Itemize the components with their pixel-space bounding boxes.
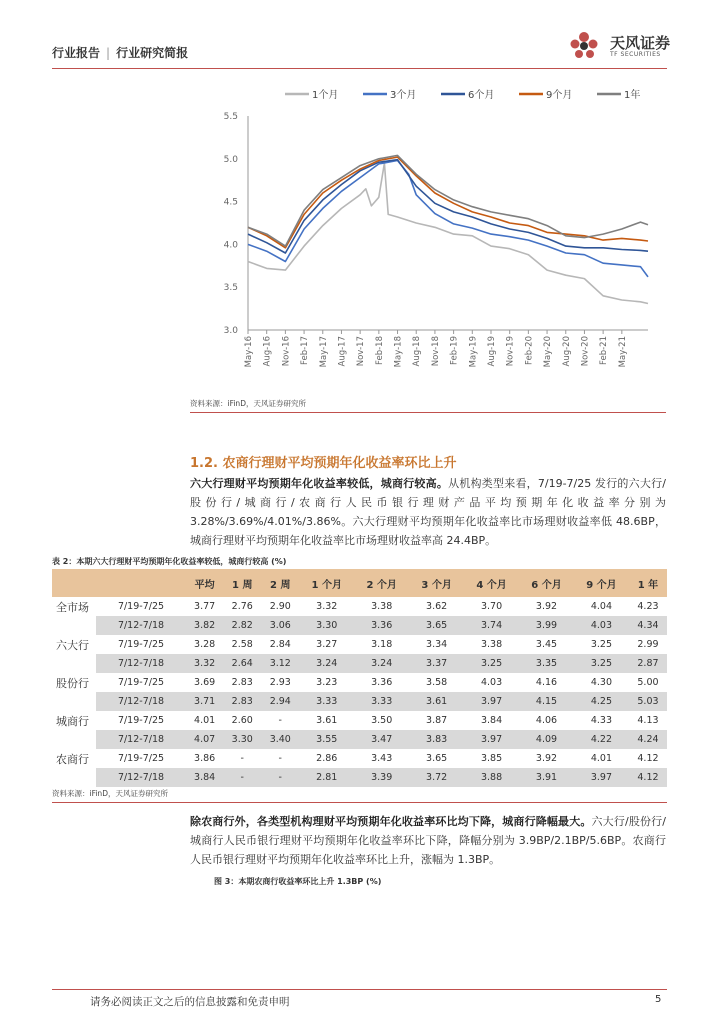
- logo-name: 天风证券: [610, 34, 671, 52]
- table-row: [52, 635, 667, 654]
- value-cell: 2.86: [316, 753, 338, 764]
- market-cell: [52, 616, 96, 635]
- value-cell: 3.24: [354, 654, 409, 673]
- table-header-row: [52, 569, 667, 597]
- table-row: [52, 730, 667, 749]
- value-cell: 4.24: [629, 730, 667, 749]
- value-cell: 3.38: [371, 601, 393, 612]
- x-tick-label: Nov-16: [281, 336, 292, 367]
- value-cell: 2.93: [269, 677, 291, 688]
- market-cell: [52, 730, 96, 749]
- value-cell: 3.35: [519, 654, 574, 673]
- value-cell: 3.23: [316, 677, 338, 688]
- value-cell: 3.06: [261, 616, 299, 635]
- table-row: [52, 711, 667, 730]
- value-cell: 3.55: [299, 730, 354, 749]
- value-cell: 2.99: [637, 639, 659, 650]
- value-cell: 3.30: [299, 616, 354, 635]
- value-cell: 3.25: [590, 639, 613, 650]
- value-cell: 2.83: [223, 692, 261, 711]
- table-row: [52, 768, 667, 787]
- period-cell: 7/12-7/18: [96, 654, 186, 673]
- y-tick-label: 4.0: [223, 240, 238, 251]
- table-row: [52, 673, 667, 692]
- value-cell: 3.84: [480, 715, 503, 726]
- value-cell: -: [223, 768, 261, 787]
- value-cell: 3.72: [409, 768, 464, 787]
- value-cell: 3.18: [371, 639, 393, 650]
- value-cell: 2.82: [223, 616, 261, 635]
- legend-label: 3个月: [390, 90, 417, 101]
- column-header: 4 个月: [464, 569, 519, 597]
- x-tick-label: Aug-18: [412, 336, 423, 367]
- value-cell: 3.61: [316, 715, 338, 726]
- value-cell: 4.07: [186, 730, 223, 749]
- x-tick-label: Aug-19: [486, 336, 497, 367]
- table-source: 资料来源：iFinD，天风证券研究所: [52, 789, 168, 798]
- market-cell: [52, 654, 96, 673]
- legend-label: 1年: [624, 90, 641, 101]
- x-tick-label: Aug-16: [262, 336, 273, 367]
- value-cell: 4.22: [574, 730, 629, 749]
- value-cell: -: [278, 753, 282, 764]
- value-cell: 4.12: [629, 768, 667, 787]
- series-line-4: [248, 157, 648, 248]
- column-header: 1 个月: [299, 569, 354, 597]
- value-cell: 2.76: [231, 601, 253, 612]
- value-cell: 4.16: [535, 677, 558, 688]
- value-cell: 4.34: [629, 616, 667, 635]
- figure-3-title: 图 3：本期农商行收益率环比上升 1.3BP (%): [214, 877, 382, 886]
- column-header: [52, 569, 96, 597]
- logo-subtitle: TF SECURITIES: [610, 51, 661, 58]
- value-cell: 3.25: [464, 654, 519, 673]
- column-header: [96, 569, 186, 597]
- brand-logo: [564, 28, 674, 64]
- period-cell: 7/12-7/18: [96, 616, 186, 635]
- value-cell: 3.30: [223, 730, 261, 749]
- value-cell: 3.70: [480, 601, 503, 612]
- period-cell: 7/12-7/18: [96, 730, 186, 749]
- market-cell: 全市场: [56, 600, 89, 614]
- value-cell: 3.39: [354, 768, 409, 787]
- x-tick-label: May-18: [393, 336, 404, 368]
- value-cell: 2.87: [629, 654, 667, 673]
- value-cell: 4.13: [637, 715, 659, 726]
- value-cell: 4.04: [590, 601, 613, 612]
- series-line-2: [248, 161, 648, 277]
- value-cell: 2.94: [261, 692, 299, 711]
- value-cell: 3.88: [464, 768, 519, 787]
- logo-flower-icon: [564, 28, 608, 64]
- period-cell: 7/12-7/18: [96, 768, 186, 787]
- value-cell: 3.58: [426, 677, 448, 688]
- value-cell: 3.91: [519, 768, 574, 787]
- section-title: 1.2. 农商行理财平均预期年化收益率环比上升: [190, 456, 457, 471]
- value-cell: 2.84: [269, 639, 291, 650]
- value-cell: 3.85: [480, 753, 503, 764]
- paragraph-1: [190, 474, 666, 550]
- value-cell: 4.03: [574, 616, 629, 635]
- table-row: [52, 654, 667, 673]
- value-cell: 3.92: [535, 753, 558, 764]
- table-row: [52, 597, 667, 616]
- value-cell: 3.38: [480, 639, 503, 650]
- market-cell: 农商行: [56, 752, 89, 766]
- period-cell: 7/19-7/25: [117, 601, 165, 612]
- value-cell: 4.23: [637, 601, 659, 612]
- x-tick-label: Feb-20: [524, 336, 535, 365]
- paragraph-2: [190, 812, 666, 869]
- value-cell: 4.06: [535, 715, 558, 726]
- value-cell: -: [278, 715, 282, 726]
- value-cell: 4.33: [590, 715, 613, 726]
- column-header: 1 年: [629, 569, 667, 597]
- column-header: 平均: [186, 569, 223, 597]
- value-cell: 3.61: [409, 692, 464, 711]
- y-tick-label: 3.5: [223, 283, 238, 294]
- column-header: 3 个月: [409, 569, 464, 597]
- paragraph-2-bold: 除农商行外，各类型机构理财平均预期年化收益率环比均下降，城商行降幅最大。: [190, 815, 592, 828]
- value-cell: 3.69: [194, 677, 216, 688]
- period-cell: 7/19-7/25: [117, 715, 165, 726]
- value-cell: 3.71: [186, 692, 223, 711]
- value-cell: 3.32: [186, 654, 223, 673]
- chart-source: 资料来源：iFinD，天风证券研究所: [190, 399, 306, 408]
- value-cell: 3.12: [261, 654, 299, 673]
- x-tick-label: May-19: [468, 336, 479, 368]
- value-cell: 3.37: [409, 654, 464, 673]
- series-line-1: [248, 163, 648, 303]
- value-cell: 3.92: [535, 601, 558, 612]
- value-cell: 2.64: [223, 654, 261, 673]
- value-cell: 3.62: [426, 601, 448, 612]
- paragraph-1-text: 从机构类型来看，7/19-7/25 发行的六大行/股份行/城商行/农商行人民币银行理财产品平均预期年化收益率分别为 3.28%/3.69%/4.01%/3.86%。六大行理财平均预期年化收益率比市场理财收益率低 48.6BP，城商行理财平均预期年化收益率比市场理财收益率高 24.4BP。: [190, 477, 667, 547]
- value-cell: 3.36: [354, 616, 409, 635]
- value-cell: 3.32: [316, 601, 338, 612]
- value-cell: 4.30: [590, 677, 613, 688]
- value-cell: 3.25: [574, 654, 629, 673]
- value-cell: 3.36: [371, 677, 393, 688]
- value-cell: 2.83: [231, 677, 253, 688]
- header-subcategory: 行业研究简报: [116, 46, 189, 60]
- x-tick-label: Nov-19: [505, 336, 516, 367]
- x-tick-label: Aug-20: [561, 336, 572, 367]
- value-cell: 3.87: [426, 715, 448, 726]
- x-tick-label: Nov-20: [580, 336, 591, 367]
- y-tick-label: 4.5: [223, 197, 238, 208]
- footer-divider: [52, 989, 667, 990]
- paragraph-1-bold: 六大行理财平均预期年化收益率较低，城商行较高。: [190, 477, 449, 490]
- value-cell: 3.97: [464, 730, 519, 749]
- header-category: 行业报告: [52, 46, 101, 60]
- period-cell: 7/19-7/25: [117, 753, 165, 764]
- x-tick-label: May-17: [318, 336, 329, 368]
- value-cell: 3.86: [194, 753, 216, 764]
- period-cell: 7/12-7/18: [96, 692, 186, 711]
- period-cell: 7/19-7/25: [117, 639, 165, 650]
- value-cell: 3.99: [519, 616, 574, 635]
- value-cell: 3.50: [371, 715, 393, 726]
- x-tick-label: Feb-17: [300, 336, 311, 365]
- period-cell: 7/19-7/25: [117, 677, 165, 688]
- value-cell: 3.82: [186, 616, 223, 635]
- paragraph-2-text: 六大行/股份行/城商行人民币银行理财平均预期年化收益率环比下降，降幅分别为 3.9BP/2.1BP/5.6BP。农商行人民币银行理财平均预期年化收益率环比上升，涨幅为 1.3BP。: [190, 815, 666, 866]
- value-cell: 4.03: [480, 677, 503, 688]
- value-cell: 4.25: [574, 692, 629, 711]
- value-cell: 3.77: [194, 601, 216, 612]
- x-tick-label: Nov-18: [430, 336, 441, 367]
- page-number: 5: [655, 994, 662, 1005]
- value-cell: -: [261, 768, 299, 787]
- value-cell: 3.65: [426, 753, 448, 764]
- header-separator: |: [106, 46, 111, 60]
- value-cell: 3.84: [186, 768, 223, 787]
- x-tick-label: Feb-21: [599, 336, 610, 365]
- y-tick-label: 5.5: [223, 112, 238, 122]
- column-header: 9 个月: [574, 569, 629, 597]
- value-cell: 3.97: [574, 768, 629, 787]
- value-cell: -: [240, 753, 244, 764]
- column-header: 2 周: [261, 569, 299, 597]
- value-cell: 3.74: [464, 616, 519, 635]
- x-tick-label: Nov-17: [356, 336, 367, 367]
- x-tick-label: Feb-18: [374, 336, 385, 365]
- x-tick-label: Feb-19: [449, 336, 460, 365]
- value-cell: 2.60: [231, 715, 253, 726]
- value-cell: 3.83: [409, 730, 464, 749]
- value-cell: 3.97: [464, 692, 519, 711]
- x-tick-label: May-21: [617, 336, 628, 368]
- value-cell: 3.33: [354, 692, 409, 711]
- value-cell: 4.01: [590, 753, 613, 764]
- yield-table: [52, 569, 667, 787]
- report-header: [52, 44, 188, 61]
- x-tick-label: Aug-17: [337, 336, 348, 367]
- value-cell: 3.28: [194, 639, 216, 650]
- table-source-divider: [52, 802, 667, 803]
- legend-label: 6个月: [468, 90, 495, 101]
- value-cell: 3.43: [371, 753, 393, 764]
- column-header: 1 周: [223, 569, 261, 597]
- column-header: 2 个月: [354, 569, 409, 597]
- value-cell: 3.24: [299, 654, 354, 673]
- column-header: 6 个月: [519, 569, 574, 597]
- market-cell: [52, 692, 96, 711]
- x-tick-label: May-16: [244, 336, 254, 368]
- footer-disclaimer: 请务必阅读正文之后的信息披露和免责申明: [90, 996, 290, 1008]
- value-cell: 3.65: [409, 616, 464, 635]
- value-cell: 3.40: [261, 730, 299, 749]
- value-cell: 3.33: [299, 692, 354, 711]
- value-cell: 3.27: [316, 639, 338, 650]
- value-cell: 5.00: [637, 677, 659, 688]
- value-cell: 4.15: [519, 692, 574, 711]
- value-cell: 2.81: [299, 768, 354, 787]
- market-cell: 股份行: [56, 676, 89, 690]
- value-cell: 3.34: [426, 639, 448, 650]
- table-row: [52, 616, 667, 635]
- y-tick-label: 3.0: [223, 326, 238, 336]
- value-cell: 2.58: [231, 639, 253, 650]
- table-row: [52, 692, 667, 711]
- market-cell: [52, 768, 96, 787]
- value-cell: 4.12: [637, 753, 659, 764]
- value-cell: 3.45: [535, 639, 558, 650]
- x-tick-label: May-20: [543, 336, 554, 368]
- table-row: [52, 749, 667, 768]
- header-divider: [52, 68, 667, 69]
- y-tick-label: 5.0: [223, 154, 238, 165]
- legend-label: 9个月: [546, 90, 573, 101]
- value-cell: 4.01: [194, 715, 216, 726]
- market-cell: 城商行: [56, 714, 89, 728]
- value-cell: 3.47: [354, 730, 409, 749]
- value-cell: 2.90: [269, 601, 291, 612]
- table-title: 表 2：本期六大行理财平均预期年化收益率较低，城商行较高 (%): [52, 557, 287, 566]
- value-cell: 5.03: [629, 692, 667, 711]
- legend-label: 1个月: [312, 90, 339, 101]
- market-cell: 六大行: [56, 638, 89, 652]
- chart-source-divider: [190, 412, 666, 413]
- value-cell: 4.09: [519, 730, 574, 749]
- yield-line-chart: [190, 80, 670, 380]
